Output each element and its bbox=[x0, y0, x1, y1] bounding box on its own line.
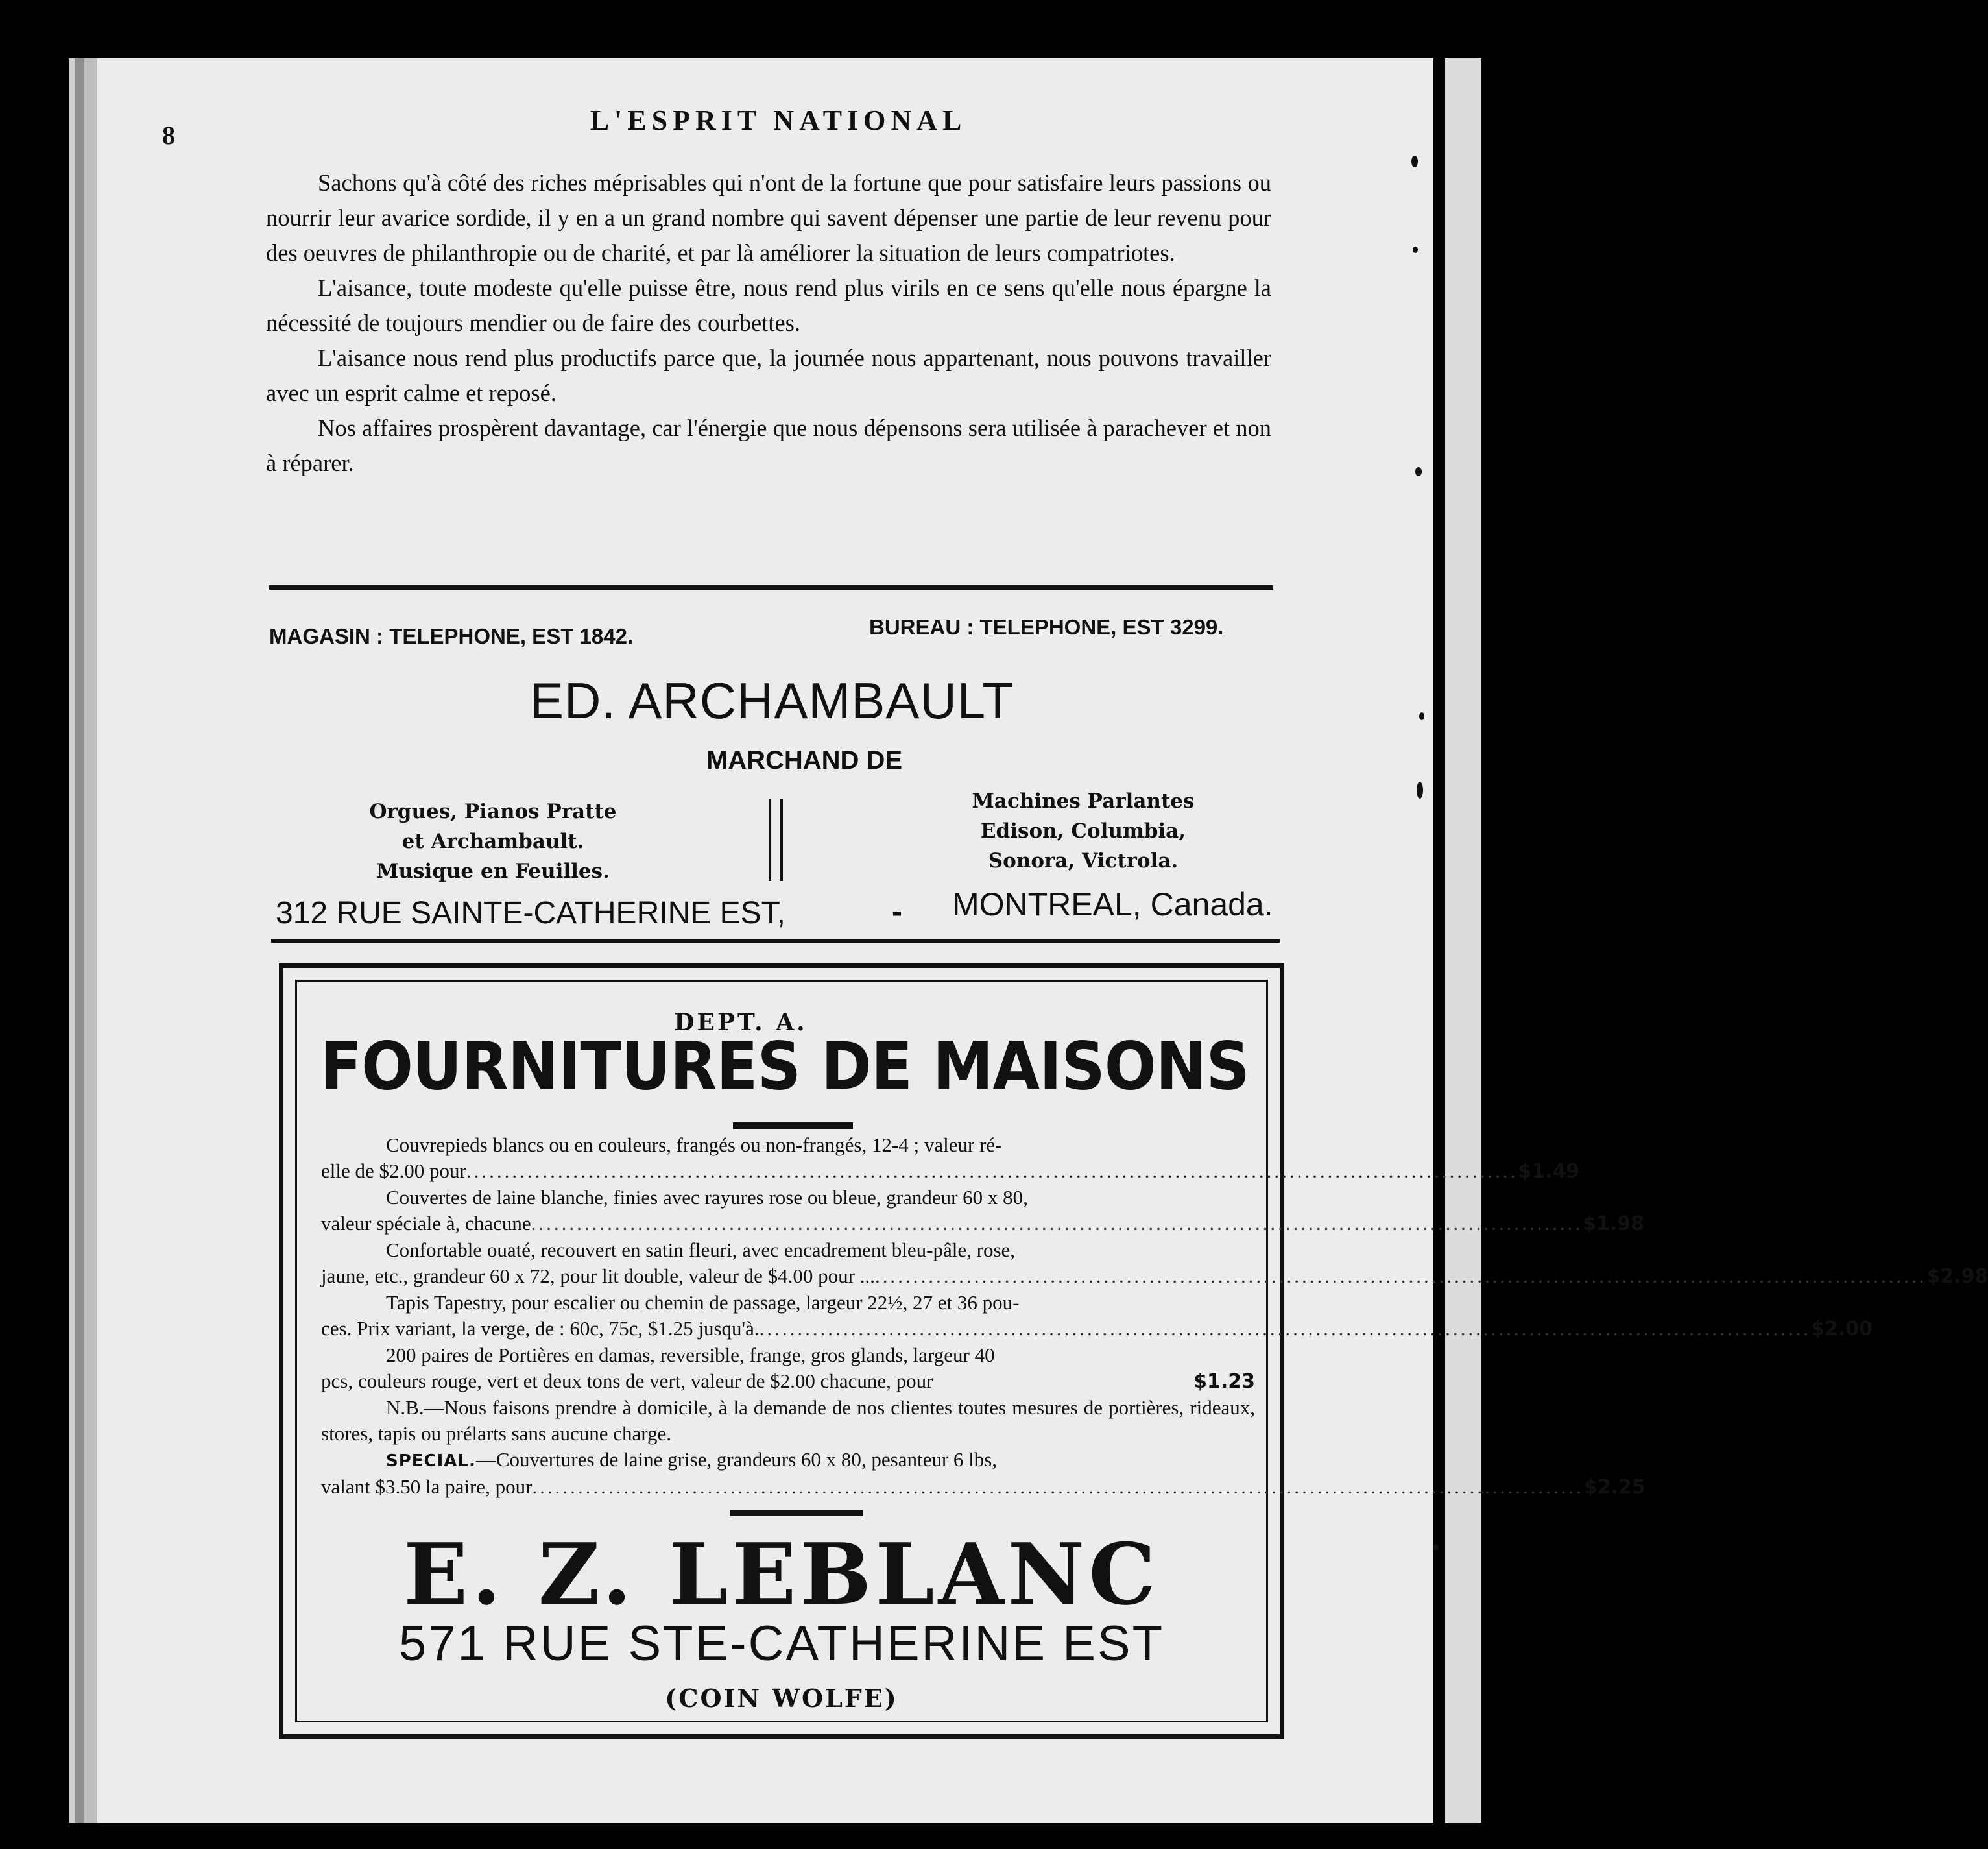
store-address: 571 RUE STE-CATHERINE EST bbox=[398, 1616, 1165, 1671]
item-description: Confortable ouaté, recouvert en satin fleuri, avec encadrement bleu-pâle, rose, bbox=[386, 1239, 1016, 1261]
article-paragraph: Nos affaires prospèrent davantage, car l'énergie que nous dépensons sera utilisée à parachever et non à réparer. bbox=[266, 415, 1271, 476]
article-paragraph: Sachons qu'à côté des riches méprisables qui n'ont de la fortune que pour satisfaire leurs passions ou nourrir leur avarice sordide, il y en a un grand nombre qui savent dépenser une partie de leur revenu pour des oeuvres de philanthropie ou de charité, et par là améliorer la situation de leurs compatriotes. bbox=[266, 169, 1271, 266]
item-price: $1.98 bbox=[1583, 1213, 1644, 1235]
item-description-end: valant $3.50 la paire, pour bbox=[321, 1475, 533, 1498]
heading-underline bbox=[733, 1122, 853, 1129]
list-item: Couvrepieds blancs ou en couleurs, frangés ou non-frangés, 12-4 ; valeur ré- elle de $2.00 pour .......................................................................................................................................... $1.49 bbox=[321, 1132, 1255, 1185]
goods-line: Orgues, Pianos Pratte bbox=[369, 800, 617, 823]
item-price: $1.49 bbox=[1518, 1160, 1580, 1183]
article-paragraph: L'aisance nous rend plus productifs parce que, la journée nous appartenant, nous pouvons travailler avec un esprit calme et reposé. bbox=[266, 344, 1271, 406]
merchant-subtitle: MARCHAND DE bbox=[706, 746, 903, 775]
shop-phone: MAGASIN : TELEPHONE, EST 1842. bbox=[269, 624, 634, 648]
goods-line: Sonora, Victrola. bbox=[988, 849, 1179, 873]
ink-speck bbox=[1413, 247, 1418, 253]
store-divider bbox=[730, 1510, 863, 1516]
goods-line: et Archambault. bbox=[401, 830, 584, 853]
merchant-city: MONTREAL, Canada. bbox=[952, 886, 1273, 923]
merchant-goods-right bbox=[902, 786, 1265, 876]
item-price: $1.23 bbox=[1193, 1370, 1255, 1393]
ad-department: DEPT. A. bbox=[674, 1009, 808, 1036]
merchant-name: ED. ARCHAMBAULT bbox=[529, 672, 1014, 729]
list-item: SPECIAL.—Couvertures de laine grise, grandeurs 60 x 80, pesanteur 6 lbs, valant $3.50 la paire, pour .......................................................................................................................................... $2.25 bbox=[321, 1447, 1255, 1501]
list-item: Tapis Tapestry, pour escalier ou chemin de passage, largeur 22½, 27 et 36 pou- ces. Prix variant, la verge, de : 60c, 75c, $1.25 jusqu'à. .......................................................................................................................................... $2.00 bbox=[321, 1290, 1255, 1342]
double-vertical-divider bbox=[769, 799, 783, 881]
bureau-phone: BUREAU : TELEPHONE, EST 3299. bbox=[869, 615, 1224, 639]
ink-speck bbox=[1415, 467, 1422, 476]
item-description-end: ces. Prix variant, la verge, de : 60c, 75c, $1.25 jusqu'à. bbox=[321, 1317, 760, 1340]
list-item bbox=[321, 1342, 1255, 1395]
item-description-end: pcs, couleurs rouge, vert et deux tons de vert, valeur de $2.00 chacune, pour bbox=[321, 1370, 933, 1392]
item-description-end: elle de $2.00 pour bbox=[321, 1159, 466, 1182]
item-description: Couvertes de laine blanche, finies avec rayures rose ou bleue, grandeur 60 x 80, bbox=[386, 1186, 1028, 1209]
section-divider bbox=[269, 585, 1273, 590]
address-dash: - bbox=[892, 895, 902, 929]
section-divider bbox=[271, 939, 1280, 943]
store-corner: (COIN WOLFE) bbox=[665, 1684, 898, 1713]
ink-speck bbox=[1433, 1544, 1439, 1551]
ink-speck bbox=[1419, 712, 1424, 720]
item-price: $2.25 bbox=[1583, 1476, 1646, 1499]
item-description-end: jaune, etc., grandeur 60 x 72, pour lit double, valeur de $4.00 pour ... bbox=[321, 1264, 875, 1287]
store-name: E. Z. LEBLANC bbox=[403, 1525, 1160, 1624]
article-paragraph: L'aisance, toute modeste qu'elle puisse être, nous rend plus virils en ce sens qu'elle nous épargne la nécessité de toujours mendier ou de faire des courbettes. bbox=[266, 274, 1271, 336]
running-title: L'ESPRIT NATIONAL bbox=[590, 104, 967, 136]
item-description: —Couvertures de laine grise, grandeurs 60 x 80, pesanteur 6 lbs, bbox=[475, 1448, 998, 1471]
adjacent-page-edge bbox=[1445, 58, 1481, 1823]
item-description: 200 paires de Portières en damas, reversible, frange, gros glands, largeur 40 bbox=[386, 1344, 995, 1366]
list-item: Confortable ouaté, recouvert en satin fleuri, avec encadrement bleu-pâle, rose, jaune, etc., grandeur 60 x 72, pour lit double, valeur de $4.00 pour ... .......................................................................................................................................... $2.98 bbox=[321, 1237, 1255, 1290]
item-price: $2.98 bbox=[1926, 1265, 1988, 1288]
page-number: 8 bbox=[162, 121, 175, 150]
ink-speck bbox=[1411, 156, 1418, 167]
item-price: $2.00 bbox=[1811, 1318, 1873, 1340]
goods-line: Edison, Columbia, bbox=[980, 819, 1186, 843]
ad-item-list bbox=[321, 1132, 1988, 1501]
item-description-end: valeur spéciale à, chacune bbox=[321, 1212, 531, 1235]
item-description: Tapis Tapestry, pour escalier ou chemin de passage, largeur 22½, 27 et 36 pou- bbox=[386, 1291, 1020, 1314]
list-item: Couvertes de laine blanche, finies avec rayures rose ou bleue, grandeur 60 x 80, valeur spéciale à, chacune .......................................................................................................................................... $1.98 bbox=[321, 1185, 1255, 1237]
ink-speck bbox=[1417, 782, 1423, 799]
goods-line: Musique en Feuilles. bbox=[376, 860, 610, 883]
ad-heading: FOURNITURES DE MAISONS bbox=[320, 1028, 1250, 1106]
merchant-address: 312 RUE SAINTE-CATHERINE EST, bbox=[276, 896, 785, 930]
item-description: Couvrepieds blancs ou en couleurs, frangés ou non-frangés, 12-4 ; valeur ré- bbox=[386, 1133, 1002, 1156]
item-note: N.B.—Nous faisons prendre à domicile, à la demande de nos clientes toutes mesures de portières, rideaux, stores, tapis ou prélarts sans aucune charge. bbox=[321, 1396, 1255, 1445]
article-body bbox=[266, 165, 1271, 481]
list-item bbox=[321, 1395, 1255, 1447]
goods-line: Machines Parlantes bbox=[972, 790, 1195, 813]
merchant-goods-left bbox=[311, 797, 675, 886]
special-label: SPECIAL. bbox=[386, 1451, 476, 1471]
